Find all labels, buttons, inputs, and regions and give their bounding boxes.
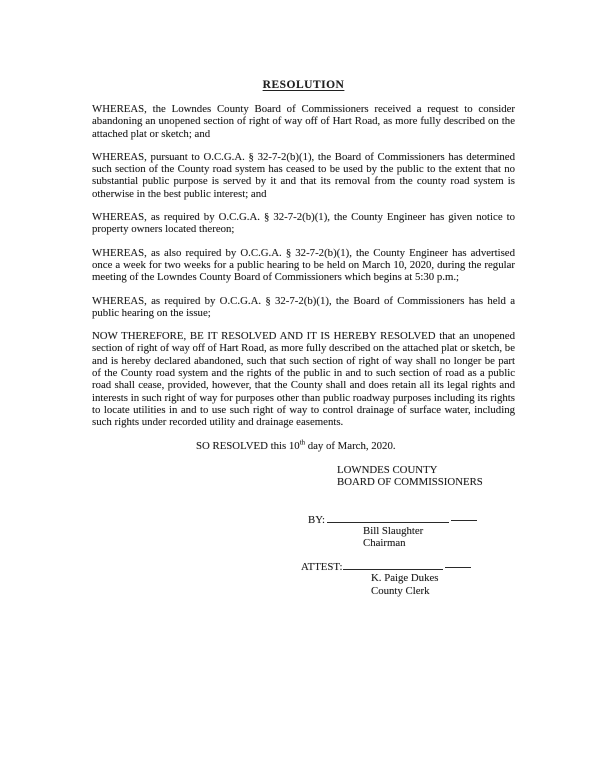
so-resolved-line [92,440,515,452]
paragraph-whereas-2: WHEREAS, pursuant to O.C.G.A. § 32-7-2(b)(1), the Board of Commissioners has determined such section of the County road system has ceased to be used by the public to the extent that no substantial public purpose is served by it and that its removal from the county road system is otherwise in the best public interest; and [92,150,515,200]
org-line-board: BOARD OF COMMISSIONERS [337,476,483,489]
by-signer-title: Chairman [363,537,406,550]
attest-signer-title: County Clerk [371,584,430,597]
attest-signature-line-end [445,557,471,568]
org-name-block [337,464,515,489]
paragraph-whereas-4: WHEREAS, as also required by O.C.G.A. § 32-7-2(b)(1), the County Engineer has advertised once a week for two weeks for a public hearing to be held on March 10, 2020, during the regular meeting of the Lowndes County Board of Commissioners which begins at 5:30 p.m.; [92,246,515,284]
resolution-document [92,78,515,597]
ordinal-superscript: th [299,438,305,446]
attest-signer-name: K. Paige Dukes [371,572,439,585]
by-signature-line-end [451,510,477,521]
by-name-block [363,525,515,550]
attest-signature-line [343,559,443,570]
attest-signature-row [301,559,515,572]
paragraph-whereas-3: WHEREAS, as required by O.C.G.A. § 32-7-2(b)(1), the County Engineer has given notice to property owners located thereon; [92,211,515,236]
so-resolved-prefix: SO RESOLVED this 10 [196,439,300,452]
paragraph-whereas-5: WHEREAS, as required by O.C.G.A. § 32-7-2(b)(1), the Board of Commissioners has held a public hearing on the issue; [92,294,515,319]
document-title: RESOLUTION [262,79,345,91]
org-line-county: LOWNDES COUNTY [337,463,438,476]
attest-label: ATTEST: [301,561,343,574]
attest-name-block [371,572,515,597]
paragraph-resolved: NOW THEREFORE, BE IT RESOLVED AND IT IS HEREBY RESOLVED that an unopened section of right of way off of Hart Road, as more fully described on the attached plat or sketch, be and is hereby declared abandoned, such that such section of right of way shall no longer be part of the County road system and the rights of the public in and to such section of road as a public road shall cease, provided, however, that the County shall and does retain all its legal rights and interests in such right of way for purposes other than public roadway purposes including its rights to locate utilities in and to use such right of way to control drainage of surface water, including such rights under recorded utility and drainage easements. [92,330,515,429]
by-signer-name: Bill Slaughter [363,524,424,537]
by-signature-line [327,512,449,523]
so-resolved-suffix: day of March, 2020. [305,439,396,452]
by-signature-row [308,512,515,525]
paragraph-whereas-1: WHEREAS, the Lowndes County Board of Commissioners received a request to consider abandoning an unopened section of right of way off of Hart Road, as more fully described on the attached plat or sketch; and [92,103,515,140]
by-label: BY: [308,513,326,526]
